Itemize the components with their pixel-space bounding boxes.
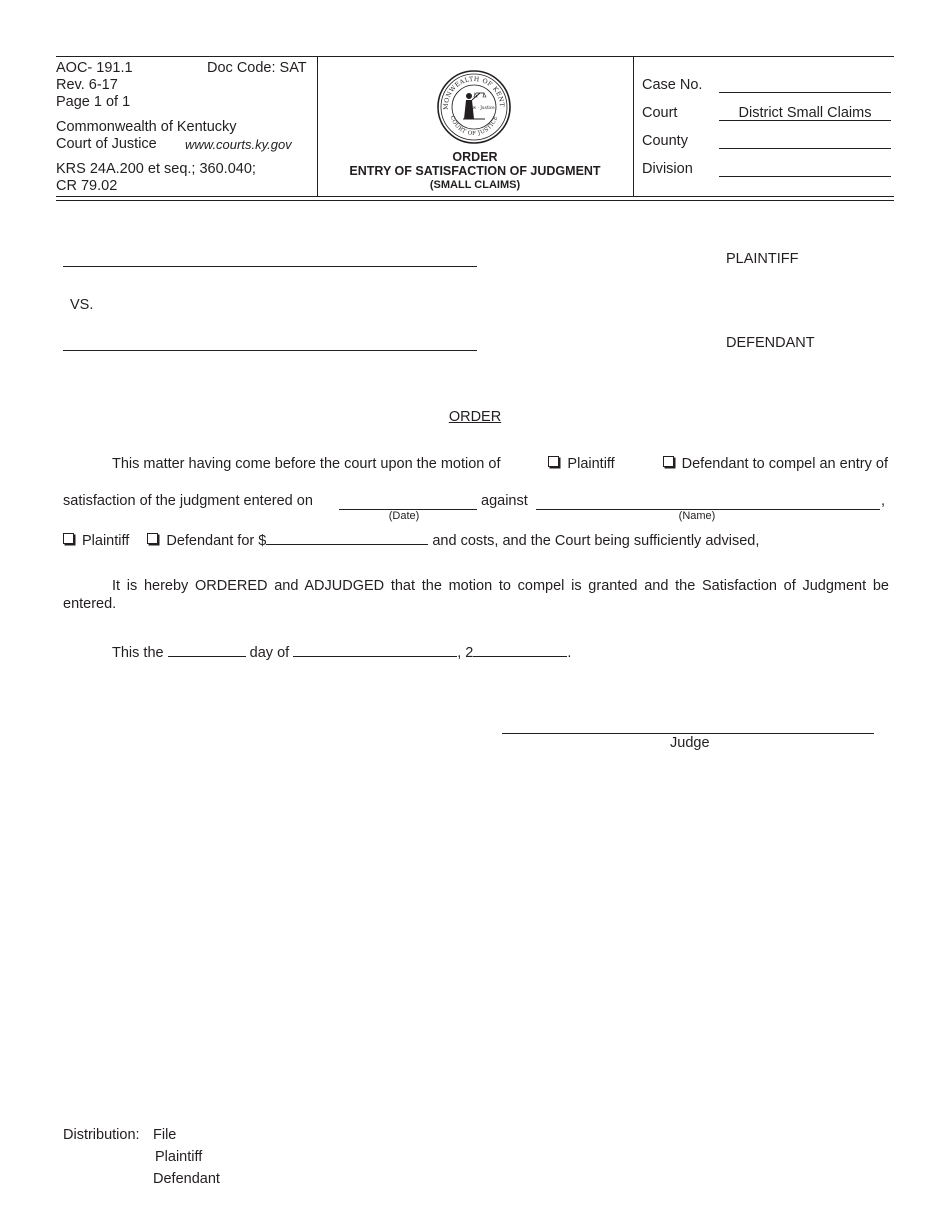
seal-outer-bottom-text: COURT OF JUSTICE (448, 115, 500, 138)
website-link[interactable]: www.courts.ky.gov (185, 137, 292, 152)
p1-line-2-text-b: against (481, 493, 528, 509)
distribution-label: Distribution: (63, 1127, 140, 1143)
statutes-line-1: KRS 24A.200 et seq.; 360.040; (56, 161, 256, 177)
p1-line-3 (63, 530, 759, 549)
doc-code: Doc Code: SAT (207, 60, 307, 76)
judgment-defendant-option[interactable]: Defendant for $ (147, 533, 266, 549)
checkbox-icon[interactable] (548, 456, 559, 467)
checkbox-icon[interactable] (147, 533, 158, 544)
name-caption: (Name) (678, 510, 716, 522)
defendant-name-line[interactable] (63, 350, 477, 351)
title-order: ORDER (452, 150, 498, 164)
svg-text:COURT OF JUSTICE (449, 115, 500, 137)
distribution-item-file: File (153, 1127, 177, 1143)
vs-label: VS. (70, 297, 94, 313)
judge-signature-line[interactable] (502, 733, 874, 734)
judgment-plaintiff-option[interactable]: Plaintiff (63, 533, 129, 549)
form-number: AOC- 191.1 (56, 60, 133, 76)
p1-start-text: This matter having come before the court upon the motion of (112, 456, 501, 472)
court-label: Court (642, 105, 678, 121)
defendant-label: DEFENDANT (726, 335, 815, 351)
title-main: ENTRY OF SATISFACTION OF JUDGMENT (349, 164, 601, 178)
motion-defendant-option[interactable]: Defendant to compel an entry of (663, 456, 888, 472)
seal-outer-top-text: MONWEALTH OF KENT (442, 75, 506, 110)
p1-line-1 (112, 456, 888, 472)
state-name: Commonwealth of Kentucky (56, 119, 237, 135)
p1-line-2-comma: , (881, 493, 886, 509)
statutes-line-2: CR 79.02 (56, 178, 118, 194)
date-caption: (Date) (388, 510, 420, 522)
checkbox-icon[interactable] (663, 456, 674, 467)
header-divider-right (633, 56, 634, 196)
seal-inner-text: Law · Justice (467, 105, 495, 110)
court-of-justice: Court of Justice (56, 136, 157, 152)
court-field[interactable]: District Small Claims (719, 105, 891, 121)
p1-line-3-end: and costs, and the Court being sufficiently advised, (432, 533, 760, 549)
distribution-item-plaintiff: Plaintiff (155, 1149, 203, 1165)
court-seal (436, 69, 512, 145)
county-label: County (642, 133, 688, 149)
order-heading: ORDER (448, 409, 502, 425)
header-bottom-rule-1 (56, 196, 894, 197)
header-bottom-rule-2 (56, 200, 894, 201)
county-field[interactable] (719, 133, 891, 149)
motion-plaintiff-option[interactable]: Plaintiff (548, 456, 614, 472)
case-no-field[interactable] (719, 77, 891, 93)
paragraph-2: It is hereby ORDERED and ADJUDGED that the motion to compel is granted and the Satisfaction of Judgment be entered. (63, 578, 889, 612)
plaintiff-name-line[interactable] (63, 266, 477, 267)
month-field[interactable] (293, 642, 457, 657)
p1-line-2-text-a: satisfaction of the judgment entered on (63, 493, 313, 509)
checkbox-icon[interactable] (63, 533, 74, 544)
order-date-line: This the day of , 2 . (112, 642, 571, 661)
revision: Rev. 6-17 (56, 77, 118, 93)
judge-label: Judge (670, 735, 710, 751)
division-field[interactable] (719, 161, 891, 177)
plaintiff-label: PLAINTIFF (726, 251, 799, 267)
header-top-rule (56, 56, 894, 57)
page-number: Page 1 of 1 (56, 94, 131, 110)
case-no-label: Case No. (642, 77, 703, 93)
day-field[interactable] (168, 642, 246, 657)
division-label: Division (642, 161, 693, 177)
distribution-item-defendant: Defendant (153, 1171, 220, 1187)
title-sub: (SMALL CLAIMS) (429, 179, 521, 191)
year-field[interactable] (473, 642, 567, 657)
amount-field[interactable] (266, 530, 428, 545)
